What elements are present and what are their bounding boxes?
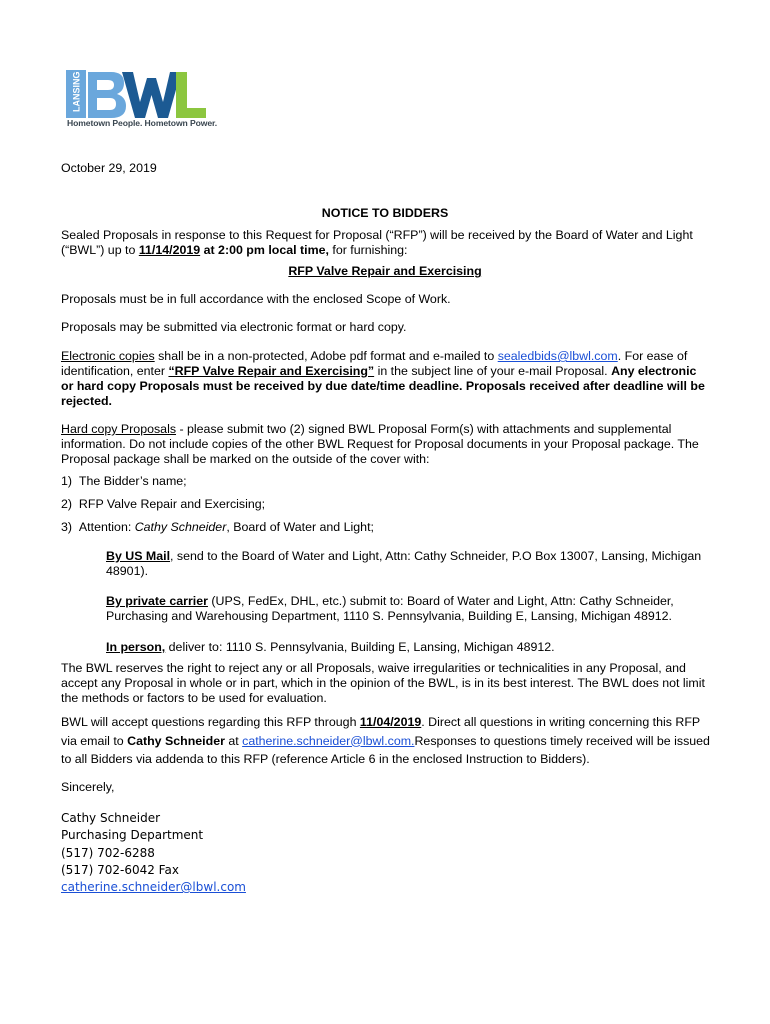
questions-deadline: 11/04/2019: [359, 715, 422, 729]
email-subject-text: “RFP Valve Repair and Exercising”: [168, 364, 375, 378]
delivery-us-mail: By US Mail, send to the Board of Water and Light, Attn: Cathy Schneider, P.O Box 13007, Lansing, Michigan 48901).: [106, 549, 702, 578]
delivery-private-carrier: By private carrier (UPS, FedEx, DHL, etc.) submit to: Board of Water and Light, Attn: Cathy Schneider, Purchasing and Warehousing Department, 1110 S. Pennsylvania, Building E, Lansing, Michigan 48912.: [106, 594, 674, 623]
hardcopy-label: Hard copy Proposals: [61, 422, 177, 436]
hardcopy-paragraph: Hard copy Proposals - please submit two (2) signed BWL Proposal Form(s) with attachments and supplemental information. Do not include copies of the other BWL Request for Proposal documents in your Proposal package. The Proposal package shall be marked on the outside of the cover with:: [61, 422, 699, 466]
bwl-logo-mark: [66, 70, 206, 118]
notice-heading: NOTICE TO BIDDERS: [321, 206, 449, 220]
intro-paragraph: Sealed Proposals in response to this Request for Proposal (“RFP”) will be received by the Board of Water and Light (“BWL”) up to 11/14/2019 at 2:00 pm local time, for furnishing:: [61, 228, 693, 257]
format-paragraph: Proposals may be submitted via electronic format or hard copy.: [61, 320, 407, 334]
deadline-time: at 2:00 pm local time,: [200, 243, 329, 257]
delivery-in-person: In person, deliver to: 1110 S. Pennsylvania, Building E, Lansing, Michigan 48912.: [106, 640, 555, 654]
signature-name: Cathy Schneider: [61, 811, 161, 825]
bwl-logo: [66, 70, 216, 132]
deadline-date: 11/14/2019: [138, 243, 201, 257]
project-title: RFP Valve Repair and Exercising: [288, 264, 482, 278]
list-item: 3) Attention: Cathy Schneider, Board of Water and Light;: [61, 520, 374, 534]
closing: Sincerely,: [61, 780, 115, 794]
signature-email-link[interactable]: catherine.schneider@lbwl.com: [61, 880, 246, 894]
contact-name: Cathy Schneider: [127, 733, 225, 748]
signature-fax: (517) 702-6042 Fax: [61, 863, 179, 877]
logo-tagline: Hometown People. Hometown Power.: [67, 118, 218, 128]
reserves-paragraph: The BWL reserves the right to reject any or all Proposals, waive irregularities or technicalities in any Proposal, and accept any Proposal in whole or in part, which in the opinion of the BWL, is in its best interest. The BWL does not limit the methods or factors to be used for evaluation.: [61, 661, 705, 705]
deadline-warning: Any electronic or hard copy Proposals must be received by due date/time deadline. Proposals received after deadline will be rejected.: [61, 364, 705, 408]
electronic-label: Electronic copies: [61, 349, 155, 363]
list-item: 2) RFP Valve Repair and Exercising;: [61, 497, 266, 511]
questions-paragraph: BWL will accept questions regarding this RFP through 11/04/2019. Direct all questions in writing concerning this RFP via email to Cathy Schneider at catherine.schneider@lbwl.com.Responses to questions timely received will be issued to all Bidders via addenda to this RFP (reference Article 6 in the enclosed Instruction to Bidders).: [61, 715, 710, 766]
list-item: 1) The Bidder’s name;: [61, 474, 187, 488]
signature-department: Purchasing Department: [61, 828, 204, 842]
signature-phone: (517) 702-6288: [61, 846, 155, 860]
letter-date: October 29, 2019: [61, 161, 157, 175]
accordance-paragraph: Proposals must be in full accordance with the enclosed Scope of Work.: [61, 292, 451, 306]
logo-side-text: LANSING: [71, 71, 82, 112]
electronic-paragraph: Electronic copies shall be in a non-protected, Adobe pdf format and e-mailed to sealedbids@lbwl.com. For ease of identification, enter “RFP Valve Repair and Exercising” in the subject line of your e-mail Proposal. Any electronic or hard copy Proposals must be received by due date/time deadline. Proposals received after deadline will be rejected.: [61, 349, 705, 408]
sealedbids-email-link[interactable]: sealedbids@lbwl.com: [497, 349, 618, 363]
questions-email-link[interactable]: catherine.schneider@lbwl.com.: [242, 733, 415, 748]
